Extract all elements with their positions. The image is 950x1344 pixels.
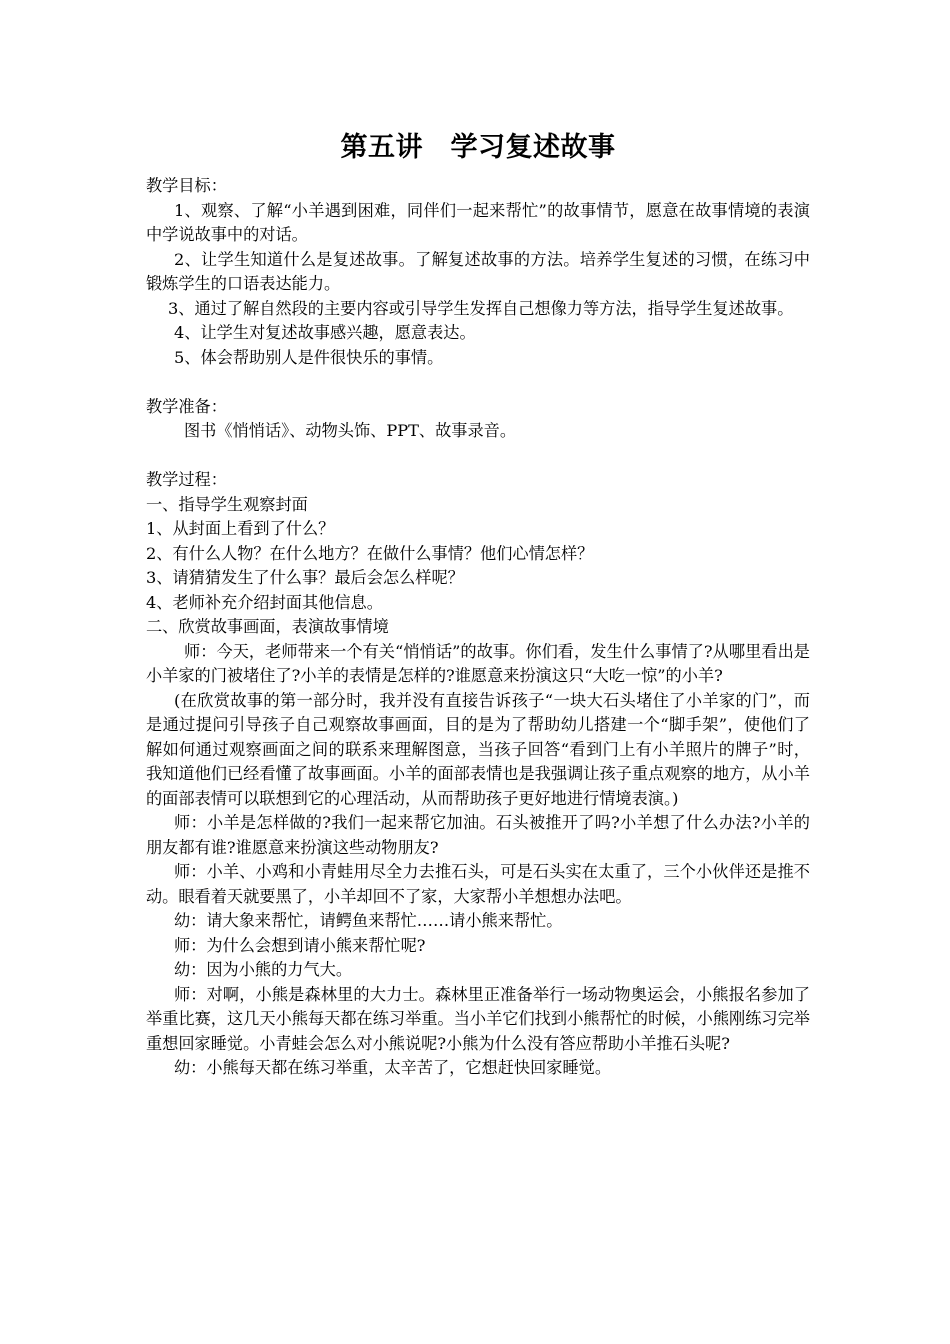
objective-item-5: 5、体会帮助别人是件很快乐的事情。 <box>174 347 444 367</box>
section-2-paragraph-1: 师：今天，老师带来一个有关“悄悄话”的故事。你们看，发生什么事情了?从哪里看出是小羊家的门被堵住了?小羊的表情是怎样的?谁愿意来扮演这只“大吃一惊”的小羊? <box>146 641 810 685</box>
spacer <box>146 444 810 469</box>
spacer <box>146 370 810 395</box>
section-1-item-4: 4、老师补充介绍封面其他信息。 <box>146 592 383 612</box>
section-2-heading: 二、欣赏故事画面，表演故事情境 <box>146 617 389 636</box>
section-2-paragraph-7: 幼：因为小熊的力气大。 <box>174 960 353 979</box>
process-heading: 教学过程： <box>146 470 227 489</box>
page-title: 第五讲 学习复述故事 <box>340 132 616 163</box>
section-1-heading: 一、指导学生观察封面 <box>146 494 308 514</box>
preparation-heading: 教学准备： <box>146 396 227 416</box>
section-1-item-1: 1、从封面上看到了什么？ <box>146 519 335 538</box>
section-2-paragraph-5: 幼：请大象来帮忙，请鳄鱼来帮忙……请小熊来帮忙。 <box>174 911 563 930</box>
document-page <box>146 128 810 1081</box>
section-1-item-2: 2、有什么人物？在什么地方？在做什么事情？他们心情怎样？ <box>146 543 594 563</box>
objective-item-3: 3、通过了解自然段的主要内容或引导学生发挥自己想像力等方法，指导学生复述故事。 <box>168 298 794 318</box>
section-2-paragraph-6: 师：为什么会想到请小熊来帮忙呢? <box>174 935 426 955</box>
objective-item-2: 2、让学生知道什么是复述故事。了解复述故事的方法。培养学生复述的习惯，在练习中锻炼学生的口语表达能力。 <box>146 249 810 293</box>
section-2-paragraph-3: 师：小羊是怎样做的?我们一起来帮它加油。石头被推开了吗?小羊想了什么办法?小羊的朋友都有谁?谁愿意来扮演这些动物朋友? <box>146 813 810 857</box>
section-2-paragraph-2: (在欣赏故事的第一部分时，我并没有直接告诉孩子“一块大石头堵住了小羊家的门”，而是通过提问引导孩子自己观察故事画面，目的是为了帮助幼儿搭建一个“脚手架”，使他们了解如何通过观察画面之间的联系来理解图意，当孩子回答“看到门上有小羊照片的牌子”时，我知道他们已经看懂了故事画面。小羊的面部表情也是我强调让孩子重点观察的地方，从小羊的面部表情可以联想到它的心理活动，从而帮助孩子更好地进行情境表演。) <box>146 690 810 808</box>
objective-item-1: 1、观察、了解“小羊遇到困难，同伴们一起来帮忙”的故事情节，愿意在故事情境的表演中学说故事中的对话。 <box>146 200 810 244</box>
preparation-text: 图书《悄悄话》、动物头饰、PPT、故事录音。 <box>184 421 517 440</box>
section-2-paragraph-4: 师：小羊、小鸡和小青蛙用尽全力去推石头，可是石头实在太重了，三个小伙伴还是推不动。眼看着天就要黑了，小羊却回不了家，大家帮小羊想想办法吧。 <box>146 862 810 906</box>
section-1-item-3: 3、请猜猜发生了什么事？最后会怎么样呢？ <box>146 568 464 587</box>
objectives-heading: 教学目标： <box>146 176 227 195</box>
objective-item-4: 4、让学生对复述故事感兴趣，愿意表达。 <box>174 323 476 342</box>
section-2-paragraph-9: 幼：小熊每天都在练习举重，太辛苦了，它想赶快回家睡觉。 <box>174 1058 612 1077</box>
section-2-paragraph-8: 师：对啊，小熊是森林里的大力士。森林里正准备举行一场动物奥运会，小熊报名参加了举重比赛，这几天小熊每天都在练习举重。当小羊它们找到小熊帮忙的时候，小熊刚练习完举重想回家睡觉。小青蛙会怎么对小熊说呢?小熊为什么没有答应帮助小羊推石头呢? <box>146 984 810 1053</box>
